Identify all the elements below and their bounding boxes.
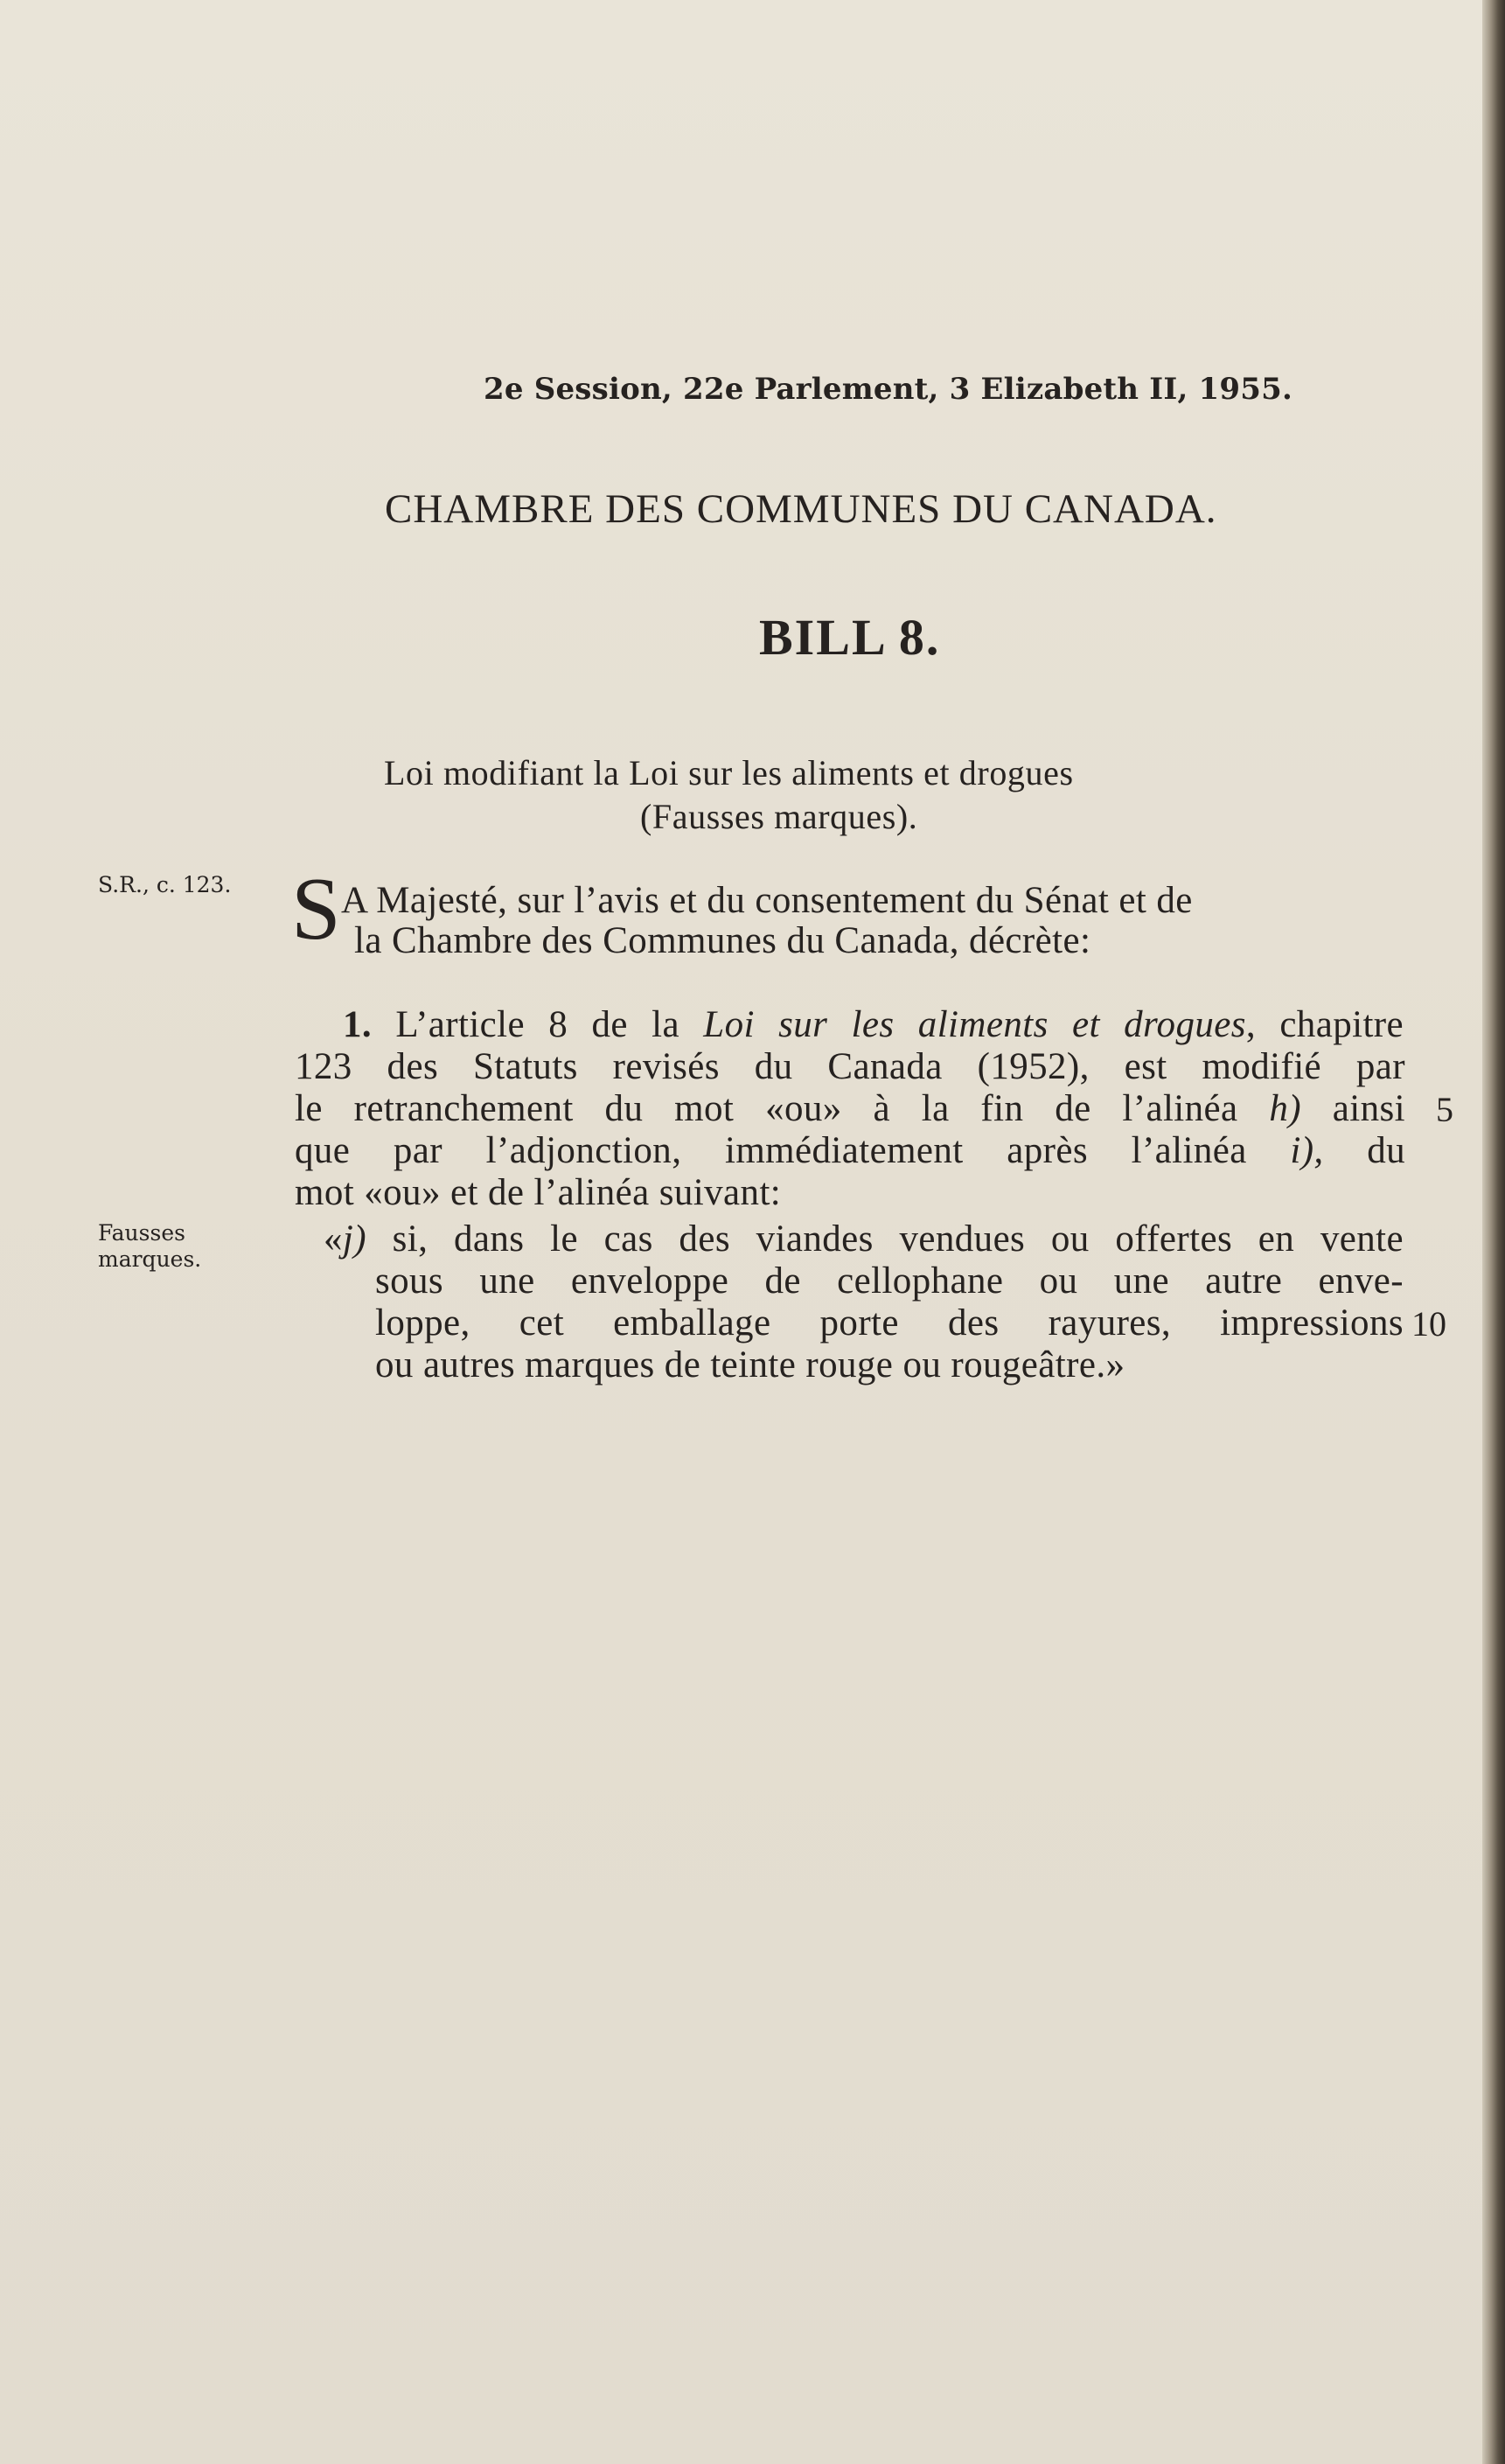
marginal-note-line-1: Fausses (98, 1220, 185, 1246)
quoted-paragraph-line-3: loppe, cet emballage porte des rayures, impressions (375, 1302, 1404, 1344)
session-header: 2e Session, 22e Parlement, 3 Elizabeth II, 1955. (484, 372, 1293, 407)
act-title-italic: Loi sur les aliments et drogues (703, 1004, 1246, 1045)
bill-title-line-2: (Fausses marques). (640, 797, 918, 836)
section-1-line-5: mot «ou» et de l’alinéa suivant: (295, 1172, 782, 1213)
quoted-paragraph-line-2: sous une enveloppe de cellophane ou une autre enve- (375, 1260, 1404, 1302)
section-number: 1. (343, 1004, 373, 1045)
section-1-line-3-text-b: ainsi (1300, 1088, 1405, 1129)
line-number-10: 10 (1411, 1304, 1446, 1344)
paragraph-h-ref: h) (1269, 1088, 1301, 1129)
page-edge (1482, 0, 1505, 2464)
marginal-note-statute-ref: S.R., c. 123. (98, 872, 232, 897)
enacting-line-1: A Majesté, sur l’avis et du consentement du Sénat et de (341, 880, 1193, 921)
paragraph-j-label: j) (342, 1218, 366, 1260)
section-1-line-3 (295, 1087, 1405, 1130)
quoted-paragraph-line-1-text: si, dans le cas des viandes vendues ou offertes en vente (366, 1218, 1404, 1260)
section-1-line-4-text-a: que par l’adjonction, immédiatement après l’alinéa (295, 1130, 1291, 1171)
marginal-note-line-2: marques. (98, 1246, 202, 1272)
marginal-note-section (98, 1220, 201, 1273)
section-1-line-1-text-b: , chapitre (1245, 1004, 1404, 1045)
quoted-paragraph-line-4: ou autres marques de teinte rouge ou rougeâtre.» (375, 1344, 1125, 1386)
section-1-line-4-text-b: du (1323, 1130, 1405, 1171)
section-1-line-1-text-a: L’article 8 de la (372, 1004, 704, 1045)
enacting-drop-cap: S (291, 860, 341, 959)
enacting-line-2: la Chambre des Communes du Canada, décrète: (354, 920, 1091, 961)
paragraph-i-ref: i), (1290, 1130, 1324, 1171)
section-1-line-1 (343, 1003, 1404, 1046)
bill-title-line-1: Loi modifiant la Loi sur les aliments et drogues (384, 753, 1074, 792)
section-1-line-2: 123 des Statuts revisés du Canada (1952), est modifié par (295, 1046, 1405, 1087)
line-number-5: 5 (1436, 1090, 1453, 1129)
section-1-line-4 (295, 1129, 1405, 1172)
section-1-line-3-text-a: le retranchement du mot «ou» à la fin de l’alinéa (295, 1088, 1270, 1129)
chamber-title: CHAMBRE DES COMMUNES DU CANADA. (385, 486, 1217, 532)
bill-number: BILL 8. (759, 609, 941, 666)
quote-open: « (324, 1218, 343, 1260)
quoted-paragraph-line-1 (324, 1218, 1404, 1260)
